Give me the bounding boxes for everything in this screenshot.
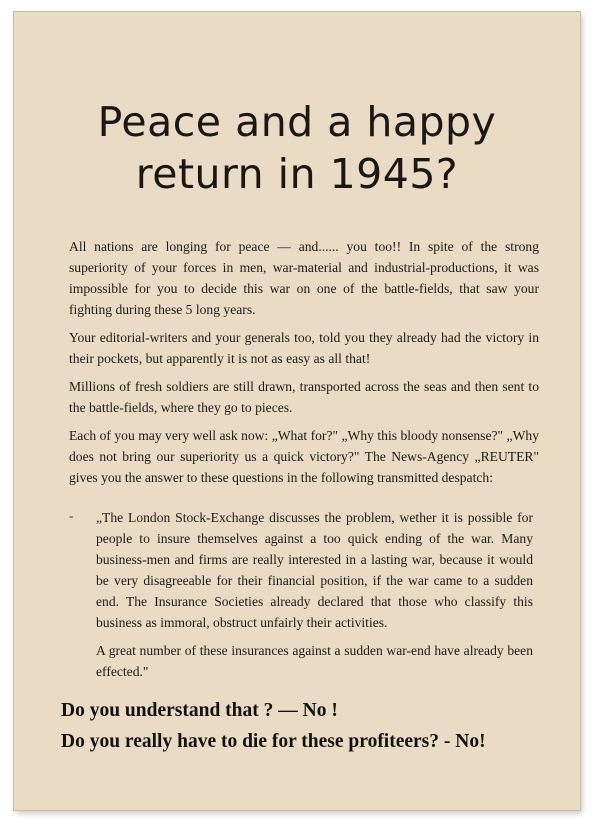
closing-line-2: Do you really have to die for these profiteers? - No! (61, 731, 486, 752)
body-text (69, 236, 539, 495)
leaflet-title (14, 96, 580, 200)
quote-paragraph: A great number of these insurances against a sudden war-end have already been effected." (96, 643, 533, 679)
quote-marker: - (69, 508, 74, 523)
quote-paragraph: „The London Stock-Exchange discusses the problem, wether it is possible for people to insure themselves against a too quick ending of the war. Many business-men and firms are really interested in a lasting war, because it would be very disagreeable for their financial position, if the war came to a sudden end. The Insurance Societies already declared that those who classify this business as immoral, obstruct unfairly their activities. (96, 510, 533, 630)
closing-statements (61, 695, 561, 757)
title-line-2: return in 1945? (135, 150, 459, 198)
paragraph: Millions of fresh soldiers are still drawn, transported across the seas and then sent to the battle-fields, where they go to pieces. (69, 379, 539, 415)
paragraph: Each of you may very well ask now: „What for?" „Why this bloody nonsense?" „Why does not bring our superiority us a quick victory?" The News-Agency „REUTER" gives you the answer to these questions in the following transmitted despatch: (69, 428, 539, 485)
paragraph: All nations are longing for peace — and...... you too!! In spite of the strong superiority of your forces in men, war-material and industrial-productions, it was impossible for you to decide this war on one of the battle-fields, that saw your fighting during these 5 long years. (69, 239, 539, 317)
title-line-1: Peace and a happy (97, 98, 497, 146)
paragraph: Your editorial-writers and your generals too, told you they already had the victory in their pockets, but apparently it is not as easy as all that! (69, 330, 539, 366)
closing-line-1: Do you understand that ? — No ! (61, 700, 338, 721)
leaflet-sheet (14, 12, 580, 810)
quoted-despatch (96, 507, 533, 689)
